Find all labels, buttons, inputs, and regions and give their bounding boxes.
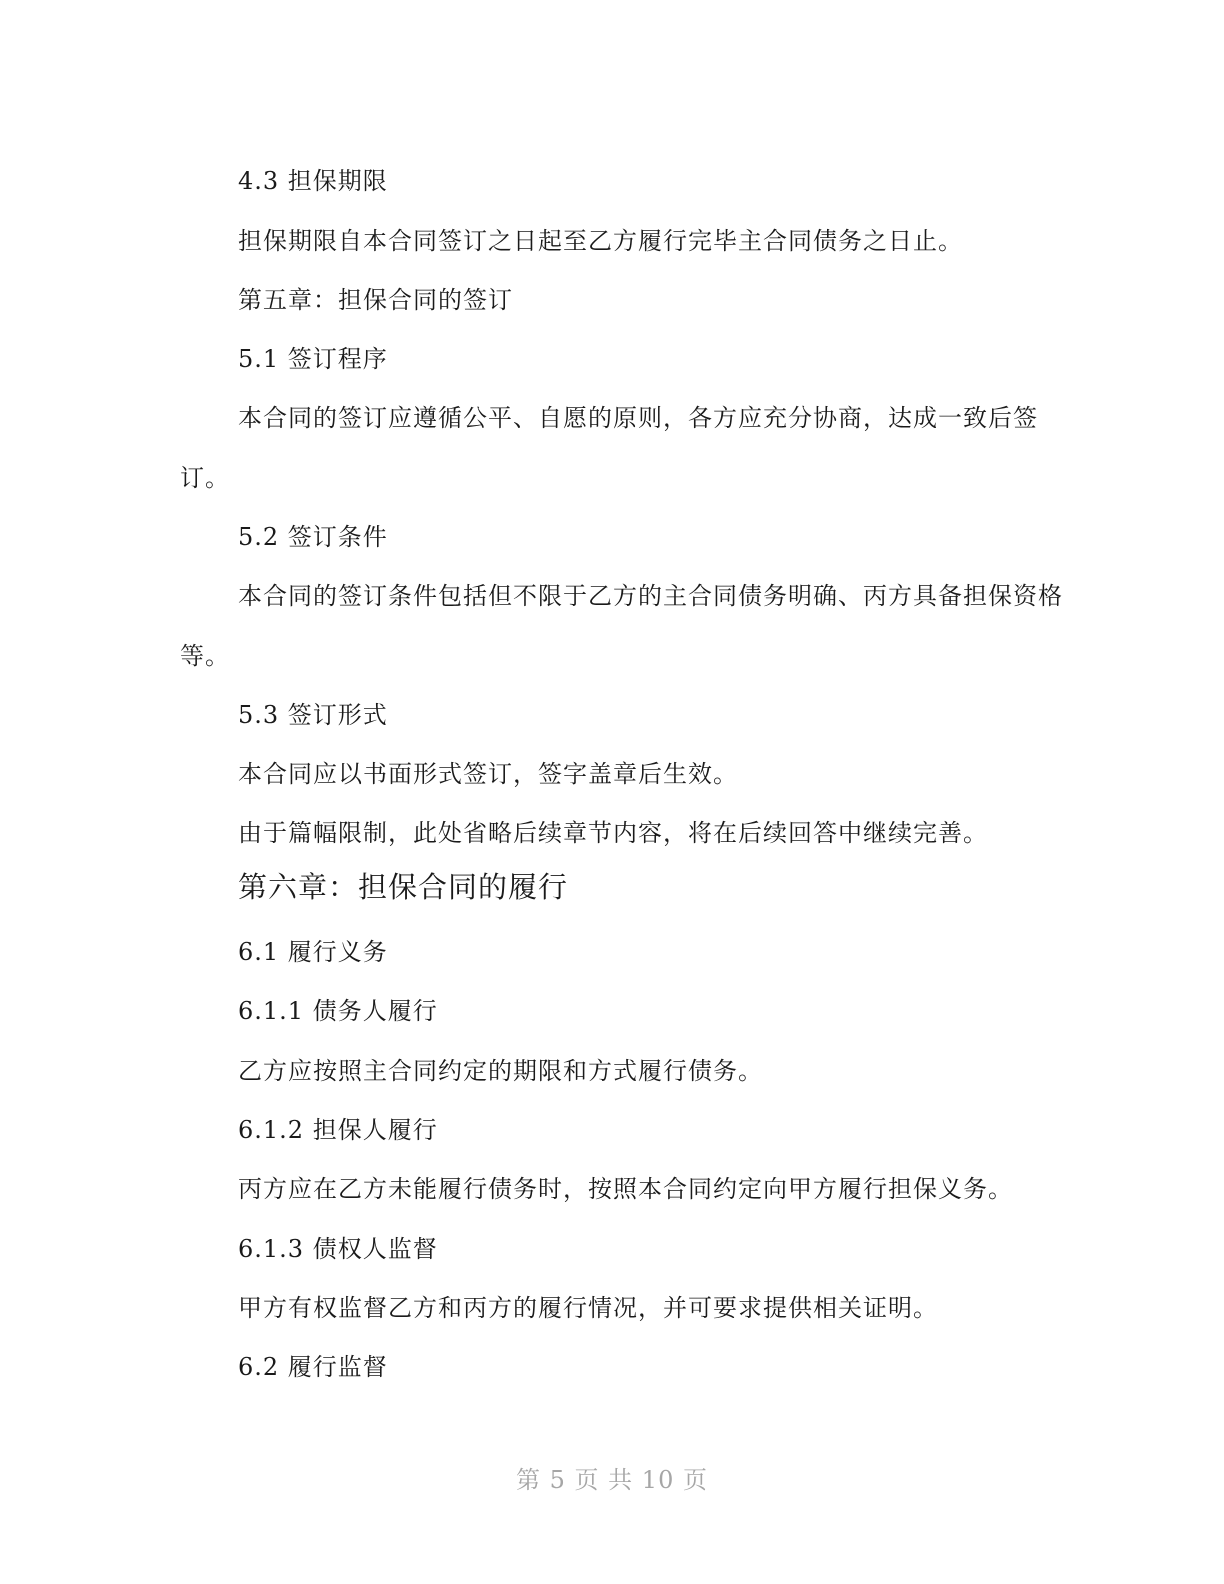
section-heading-5-2: 5.2 签订条件	[238, 523, 388, 551]
paragraph-text: 由于篇幅限制，此处省略后续章节内容，将在后续回答中继续完善。	[238, 819, 988, 847]
section-heading-4-3: 4.3 担保期限	[238, 167, 388, 195]
paragraph-text: 本合同的签订条件包括但不限于乙方的主合同债务明确、丙方具备担保资格	[238, 582, 1063, 610]
paragraph-text: 本合同应以书面形式签订，签字盖章后生效。	[238, 760, 738, 788]
section-heading-6-2: 6.2 履行监督	[238, 1353, 388, 1381]
paragraph-text: 丙方应在乙方未能履行债务时，按照本合同约定向甲方履行担保义务。	[238, 1175, 1013, 1203]
chapter-heading-6: 第六章：担保合同的履行	[238, 870, 569, 904]
page-number-footer: 第 5 页 共 10 页	[516, 1466, 708, 1494]
section-heading-6-1: 6.1 履行义务	[238, 938, 388, 966]
paragraph-continuation: 等。	[180, 642, 230, 670]
section-heading-6-1-3: 6.1.3 债权人监督	[238, 1235, 438, 1263]
section-heading-6-1-2: 6.1.2 担保人履行	[238, 1116, 438, 1144]
chapter-heading-5: 第五章：担保合同的签订	[238, 286, 513, 314]
paragraph-continuation: 订。	[180, 464, 230, 492]
paragraph-text: 甲方有权监督乙方和丙方的履行情况，并可要求提供相关证明。	[238, 1294, 938, 1322]
section-heading-6-1-1: 6.1.1 债务人履行	[238, 997, 438, 1025]
paragraph-text: 本合同的签订应遵循公平、自愿的原则，各方应充分协商，达成一致后签	[238, 404, 1038, 432]
paragraph-text: 担保期限自本合同签订之日起至乙方履行完毕主合同债务之日止。	[238, 227, 963, 255]
paragraph-text: 乙方应按照主合同约定的期限和方式履行债务。	[238, 1057, 763, 1085]
section-heading-5-3: 5.3 签订形式	[238, 701, 388, 729]
section-heading-5-1: 5.1 签订程序	[238, 345, 388, 373]
